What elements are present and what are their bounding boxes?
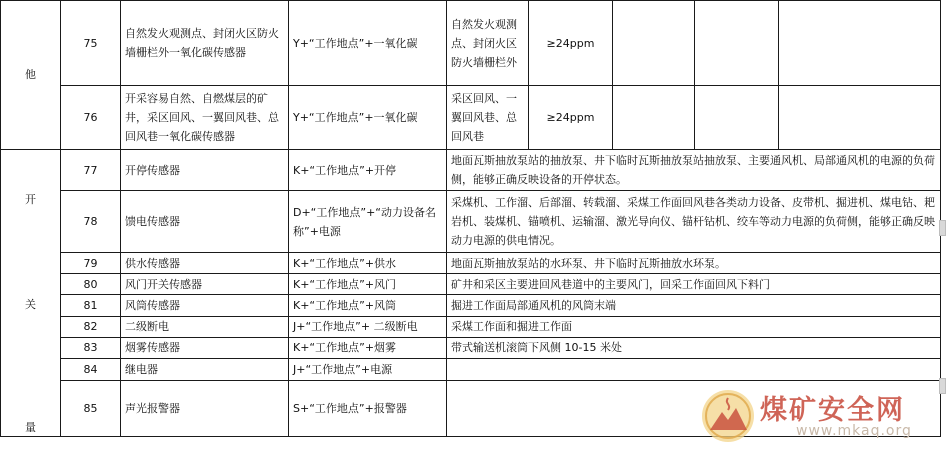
sensor-code: K+“工作地点”+烟雾 <box>289 337 447 358</box>
category-cell-switch: 开 关 量 <box>1 150 61 437</box>
empty-cell <box>695 1 779 86</box>
install-description: 矿井和采区主要进回风巷道中的主要风门，回采工作面回风下料门 <box>447 274 941 295</box>
sensor-code: J+“工作地点”+ 二级断电 <box>289 316 447 337</box>
empty-cell <box>779 1 941 86</box>
row-number: 81 <box>61 295 121 316</box>
install-description: 带式输送机滚筒下风侧 10-15 米处 <box>447 337 941 358</box>
table-row <box>1 295 941 316</box>
table-row <box>1 337 941 358</box>
sensor-name: 开停传感器 <box>121 150 289 191</box>
sensor-name: 供水传感器 <box>121 253 289 274</box>
sensor-name: 风门开关传感器 <box>121 274 289 295</box>
table-row <box>1 150 941 191</box>
install-description: 采煤工作面和掘进工作面 <box>447 316 941 337</box>
sensor-code: Y+“工作地点”+一氧化碳 <box>289 86 447 150</box>
row-number: 84 <box>61 358 121 380</box>
sensor-name: 自然发火观测点、封闭火区防火墙栅栏外一氧化碳传感器 <box>121 1 289 86</box>
row-number: 82 <box>61 316 121 337</box>
install-location: 自然发火观测点、封闭火区防火墙栅栏外 <box>447 1 529 86</box>
sensor-code: K+“工作地点”+开停 <box>289 150 447 191</box>
row-number: 85 <box>61 380 121 436</box>
sensor-name: 烟雾传感器 <box>121 337 289 358</box>
sensor-code: K+“工作地点”+供水 <box>289 253 447 274</box>
sensor-code: K+“工作地点”+风筒 <box>289 295 447 316</box>
sensor-name: 声光报警器 <box>121 380 289 436</box>
category-cell-other: 他 <box>1 1 61 150</box>
row-number: 83 <box>61 337 121 358</box>
install-location: 采区回风、一翼回风巷、总回风巷 <box>447 86 529 150</box>
sensor-code: S+“工作地点”+报警器 <box>289 380 447 436</box>
row-number: 79 <box>61 253 121 274</box>
row-number: 80 <box>61 274 121 295</box>
sensor-code: K+“工作地点”+风门 <box>289 274 447 295</box>
table-row <box>1 358 941 380</box>
install-description: 地面瓦斯抽放泵站的水环泵、井下临时瓦斯抽放水环泵。 <box>447 253 941 274</box>
install-description: 地面瓦斯抽放泵站的抽放泵、井下临时瓦斯抽放泵站抽放泵、主要通风机、局部通风机的电源的负荷侧，能够正确反映设备的开停状态。 <box>447 150 941 191</box>
sensor-name: 继电器 <box>121 358 289 380</box>
scroll-handle[interactable] <box>939 220 946 236</box>
row-number: 76 <box>61 86 121 150</box>
empty-cell <box>613 1 695 86</box>
sensor-name: 开采容易自然、自燃煤层的矿井，采区回风、一翼回风巷、总回风巷一氧化碳传感器 <box>121 86 289 150</box>
table-row <box>1 274 941 295</box>
table-row <box>1 253 941 274</box>
row-number: 75 <box>61 1 121 86</box>
sensor-name: 馈电传感器 <box>121 191 289 253</box>
site-watermark <box>700 386 940 448</box>
row-number: 77 <box>61 150 121 191</box>
watermark-url: www.mkaq.org <box>796 423 912 439</box>
table-row <box>1 316 941 337</box>
install-description <box>447 358 941 380</box>
sensor-code: D+“工作地点”+“动力设备名称”+电源 <box>289 191 447 253</box>
alarm-threshold: ≥24ppm <box>529 86 613 150</box>
sensor-name: 二级断电 <box>121 316 289 337</box>
table-row <box>1 86 941 150</box>
coal-mine-logo-icon <box>700 388 756 444</box>
table-row <box>1 191 941 253</box>
sensor-code: J+“工作地点”+电源 <box>289 358 447 380</box>
watermark-title: 煤矿安全网 <box>760 395 905 426</box>
sensor-name: 风筒传感器 <box>121 295 289 316</box>
scroll-handle[interactable] <box>939 378 946 394</box>
empty-cell <box>779 86 941 150</box>
empty-cell <box>695 86 779 150</box>
alarm-threshold: ≥24ppm <box>529 1 613 86</box>
install-description: 掘进工作面局部通风机的风筒末端 <box>447 295 941 316</box>
empty-cell <box>613 86 695 150</box>
sensor-code: Y+“工作地点”+一氧化碳 <box>289 1 447 86</box>
install-description: 采煤机、工作溜、后部溜、转载溜、采煤工作面回风巷各类动力设备、皮带机、掘进机、煤电钻、耙岩机、装煤机、锚喷机、运输溜、激光导向仪、锚杆钻机、绞车等动力电源的负荷侧，能够正确反映动力电源的供电情况。 <box>447 191 941 253</box>
row-number: 78 <box>61 191 121 253</box>
table-row <box>1 1 941 86</box>
